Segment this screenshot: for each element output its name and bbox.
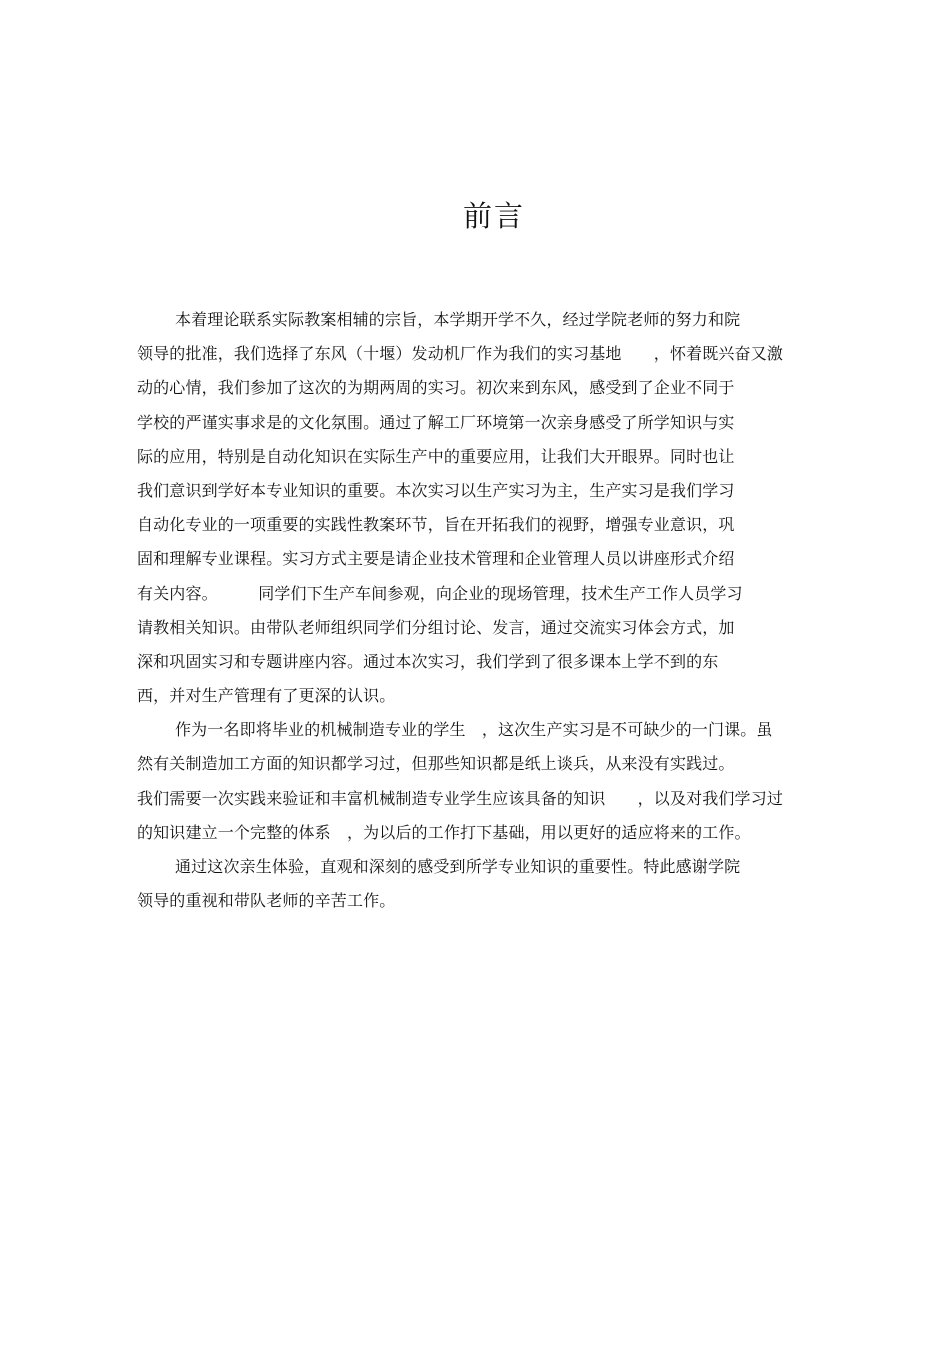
text-line-5: 际的应用，特别是自动化知识在实际生产中的重要应用，让我们大开眼界。同时也让 <box>137 446 735 466</box>
text-line-13: 作为一名即将毕业的机械制造专业的学生 ，这次生产实习是不可缺少的一门课。虽 <box>175 720 773 740</box>
text-line-14: 然有关制造加工方面的知识都学习过，但那些知识都是纸上谈兵，从来没有实践过。 <box>137 754 735 774</box>
text-line-11: 深和巩固实习和专题讲座内容。通过本次实习，我们学到了很多课本上学不到的东 <box>137 651 719 671</box>
text-line-7: 自动化专业的一项重要的实践性教案环节，旨在开拓我们的视野，增强专业意识，巩 <box>137 515 735 535</box>
text-line-15: 我们需要一次实践来验证和丰富机械制造专业学生应该具备的知识 ，以及对我们学习过 <box>137 788 784 808</box>
text-line-9: 有关内容。 同学们下生产车间参观，向企业的现场管理，技术生产工作人员学习 <box>137 583 743 603</box>
page-title: 前言 <box>462 199 525 233</box>
text-line-2: 领导的批准，我们选择了东风（十堰）发动机厂作为我们的实习基地 ，怀着既兴奋又激 <box>137 344 784 364</box>
text-line-4: 学校的严谨实事求是的文化氛围。通过了解工厂环境第一次亲身感受了所学知识与实 <box>137 412 735 432</box>
text-line-10: 请教相关知识。由带队老师组织同学们分组讨论、发言，通过交流实习体会方式，加 <box>137 617 735 637</box>
text-line-12: 西，并对生产管理有了更深的认识。 <box>137 686 396 706</box>
text-line-18: 领导的重视和带队老师的辛苦工作。 <box>137 891 396 911</box>
text-line-6: 我们意识到学好本专业知识的重要。本次实习以生产实习为主，生产实习是我们学习 <box>137 480 735 500</box>
text-line-1: 本着理论联系实际教案相辅的宗旨，本学期开学不久，经过学院老师的努力和院 <box>175 310 741 329</box>
text-line-8: 固和理解专业课程。实习方式主要是请企业技术管理和企业管理人员以讲座形式介绍 <box>137 549 735 569</box>
text-line-3: 动的心情，我们参加了这次的为期两周的实习。初次来到东风，感受到了企业不同于 <box>137 378 735 398</box>
preface-body <box>137 303 857 918</box>
text-line-17: 通过这次亲生体验，直观和深刻的感受到所学专业知识的重要性。特此感谢学院 <box>175 857 741 876</box>
text-line-16: 的知识建立一个完整的体系 ，为以后的工作打下基础，用以更好的适应将来的工作。 <box>137 822 751 842</box>
